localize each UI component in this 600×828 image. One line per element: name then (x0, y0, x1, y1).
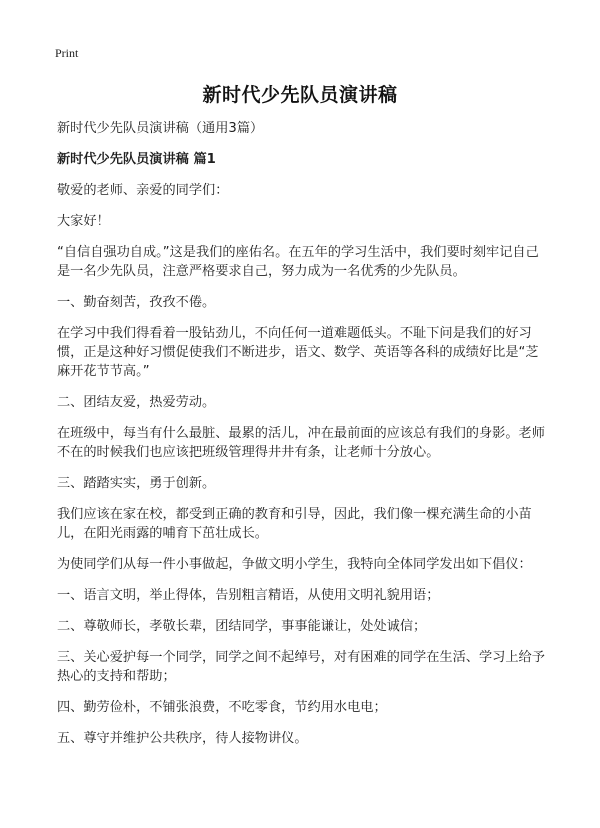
proposal-item-4: 四、勤劳俭朴，不铺张浪费，不吃零食，节约用水电电； (57, 700, 387, 715)
paragraph-motto: “自信自强功自成。”这是我们的座佑名。在五年的学习生活中，我们要时刻牢记自己是一名少先队员，注意严格要求自己，努力成为一名优秀的少先队员。 (57, 245, 539, 279)
page-title: 新时代少先队员演讲稿 (202, 84, 398, 106)
paragraph-proposal-intro: 为使同学们从每一件小事做起，争做文明小学生，我特向全体同学发出如下倡仪： (57, 557, 532, 572)
section-title: 新时代少先队员演讲稿 篇1 (57, 152, 216, 167)
document-body (57, 119, 550, 760)
print-link[interactable]: Print (55, 46, 79, 60)
heading-point-1: 一、勤奋刻苦，孜孜不倦。 (57, 295, 216, 310)
paragraph-class: 在班级中，每当有什么最脏、最累的活儿，冲在最前面的应该总有我们的身影。老师不在的时候我们也应该把班级管理得井井有条，让老师十分放心。 (57, 426, 545, 460)
proposal-item-3: 三、关心爱护每一个同学，同学之间不起绰号，对有困难的同学在生活、学习上给予热心的支持和帮助； (57, 650, 545, 684)
heading-point-2: 二、团结友爱，热爱劳动。 (57, 395, 216, 410)
heading-point-3: 三、踏踏实实，勇于创新。 (57, 476, 216, 491)
proposal-item-5: 五、尊守并维护公共秩序，待人接物讲仪。 (57, 731, 308, 746)
proposal-item-1: 一、语言文明，举止得体，告别粗言精语，从使用文明礼貌用语； (57, 588, 440, 603)
paragraph-greeting: 敬爱的老师、亲爱的同学们： (57, 183, 229, 198)
paragraph-study: 在学习中我们得看着一股钻劲儿，不向任何一道难题低头。不耻下问是我们的好习惯，正是这种好习惯促使我们不断进步，语文、数学、英语等各科的成绩好比是“芝麻开花节节高。” (57, 326, 539, 379)
paragraph-growth: 我们应该在家在校，都受到正确的教育和引导，因此，我们像一棵充满生命的小苗儿，在阳光雨露的哺育下茁壮成长。 (57, 507, 532, 541)
proposal-item-2: 二、尊敬师长，孝敬长辈，团结同学，事事能谦让，处处诚信； (57, 619, 427, 634)
document-subtitle: 新时代少先队员演讲稿（通用3篇） (57, 121, 264, 136)
paragraph-hello: 大家好！ (57, 214, 110, 229)
